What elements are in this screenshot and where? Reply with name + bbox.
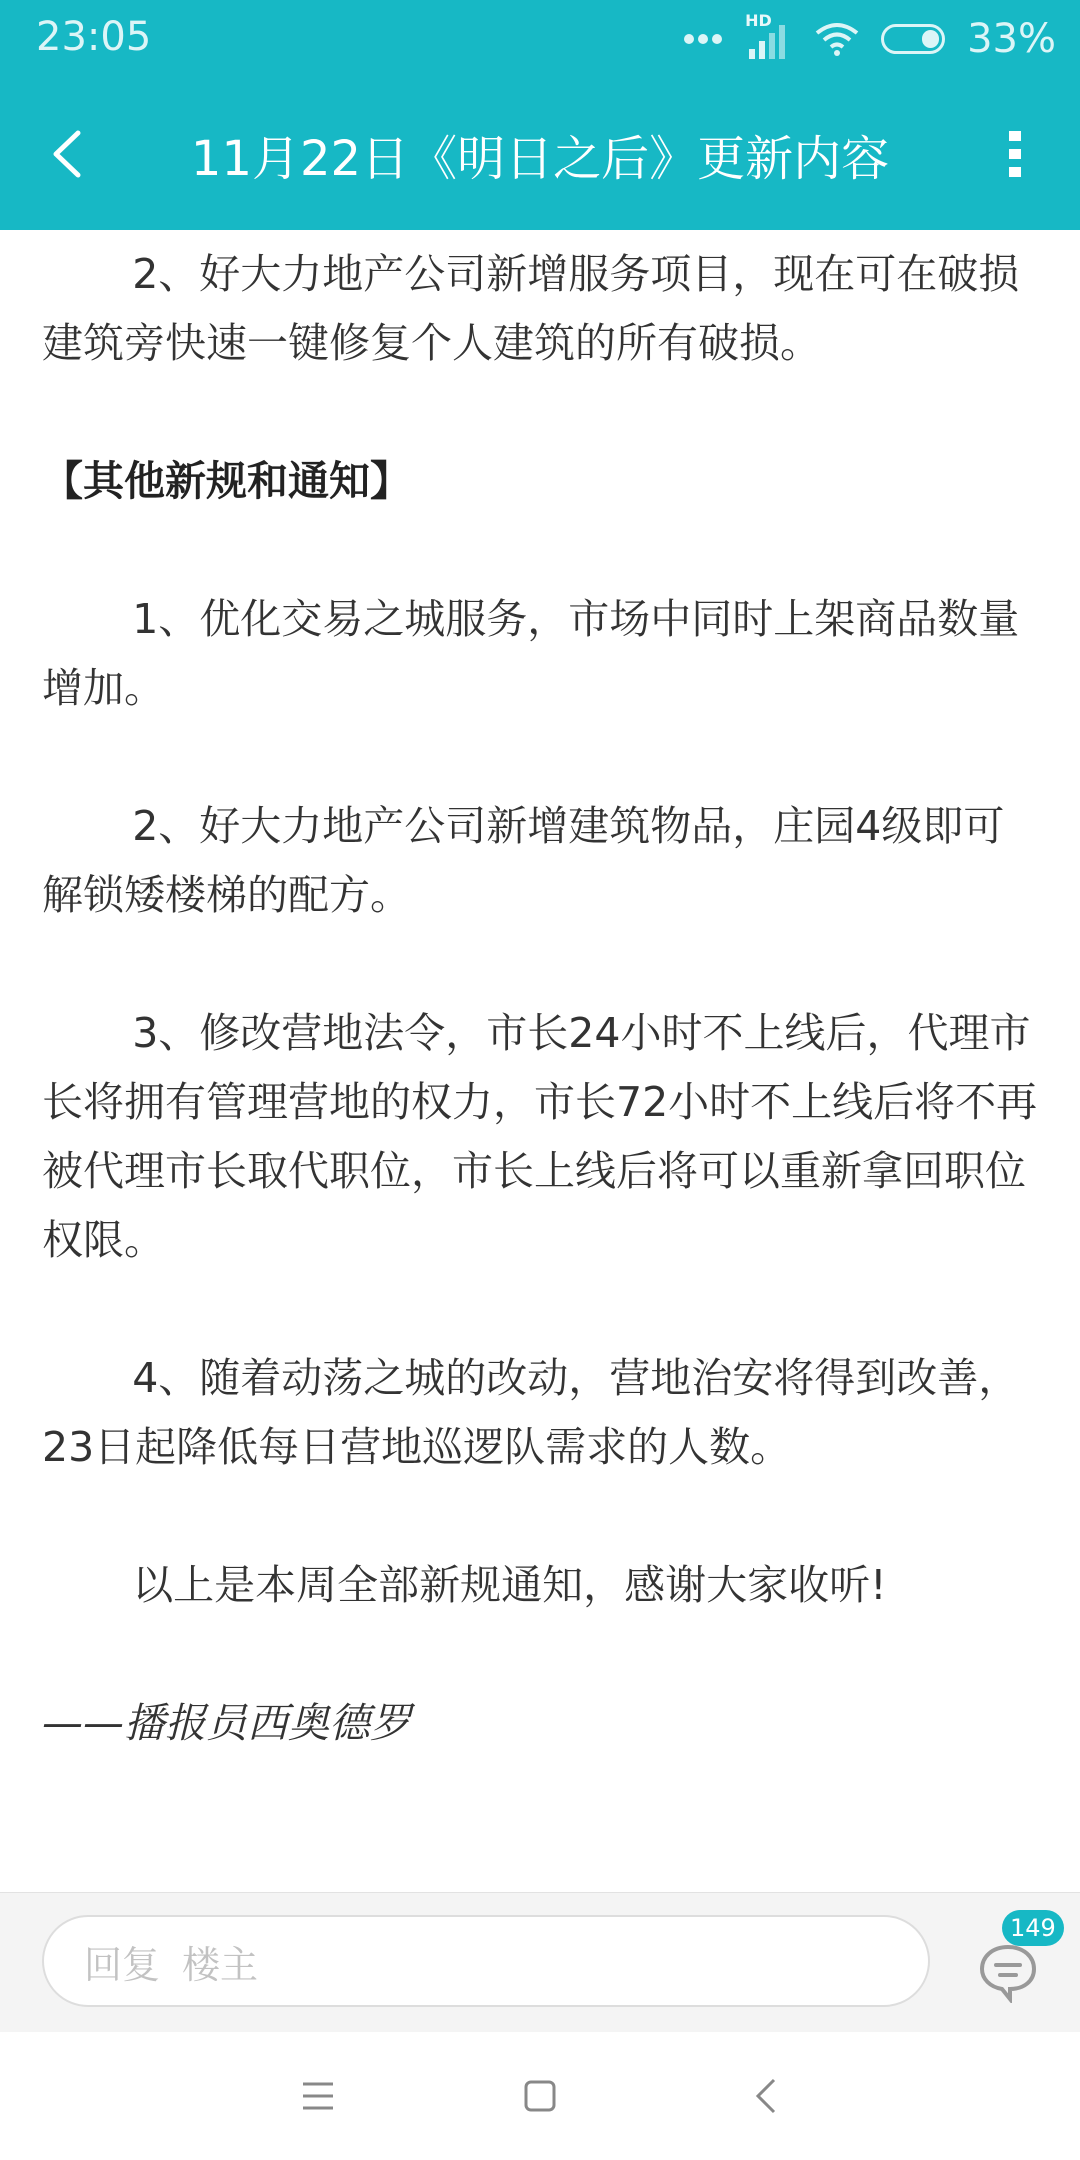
- network-type-label: HD: [745, 11, 772, 30]
- post-paragraph: 2、好大力地产公司新增服务项目，现在可在破损建筑旁快速一键修复个人建筑的所有破损。: [42, 250, 1020, 367]
- reply-input[interactable]: [42, 1915, 930, 2007]
- status-icons: [683, 11, 1056, 64]
- status-time: 23:05: [36, 14, 152, 60]
- app-bar: [0, 78, 1080, 230]
- post-paragraph: 3、修改营地法令，市长24小时不上线后，代理市长将拥有管理营地的权力，市长72小时不上线后将不再被代理市长取代职位，市长上线后将可以重新拿回职位权限。: [42, 1009, 1038, 1264]
- battery-fill: [922, 30, 939, 48]
- comment-count-badge: 149: [1002, 1910, 1064, 1946]
- reply-placeholder-target: 楼主: [182, 1942, 259, 1987]
- post-paragraph: 1、优化交易之城服务，市场中同时上架商品数量增加。: [42, 595, 1020, 712]
- closing-paragraph: 以上是本周全部新规通知，感谢大家收听!: [132, 1561, 887, 1609]
- post-content: [42, 240, 1042, 1758]
- post-paragraph: 4、随着动荡之城的改动，营地治安将得到改善，23日起降低每日营地巡逻队需求的人数。: [42, 1354, 1020, 1471]
- nav-back-button[interactable]: [726, 2056, 806, 2136]
- signal-icon: [745, 11, 793, 61]
- system-nav-bar: [0, 2032, 1080, 2160]
- signature: ——播报员西奥德罗: [42, 1699, 411, 1747]
- page-title: 11月22日《明日之后》更新内容: [190, 130, 890, 187]
- nav-home-button[interactable]: [500, 2056, 580, 2136]
- nav-menu-button[interactable]: [278, 2056, 358, 2136]
- reply-placeholder-action: 回复: [84, 1942, 161, 1987]
- back-chevron-icon: [754, 2077, 778, 2115]
- dots-icon: [683, 33, 723, 45]
- more-options-button[interactable]: [980, 114, 1050, 194]
- wifi-icon: [815, 21, 859, 57]
- menu-icon: [301, 2081, 335, 2111]
- reply-bar: [0, 1892, 1080, 2033]
- back-arrow-icon: [48, 129, 88, 179]
- post-paragraph: 2、好大力地产公司新增建筑物品，庄园4级即可解锁矮楼梯的配方。: [42, 802, 1005, 919]
- battery-icon: [881, 24, 945, 54]
- home-square-icon: [523, 2079, 557, 2113]
- status-bar: [0, 0, 1080, 78]
- battery-percent: 33%: [967, 16, 1056, 62]
- section-heading: 【其他新规和通知】: [42, 457, 411, 505]
- more-vertical-icon: [1007, 129, 1023, 179]
- back-button[interactable]: [28, 114, 108, 194]
